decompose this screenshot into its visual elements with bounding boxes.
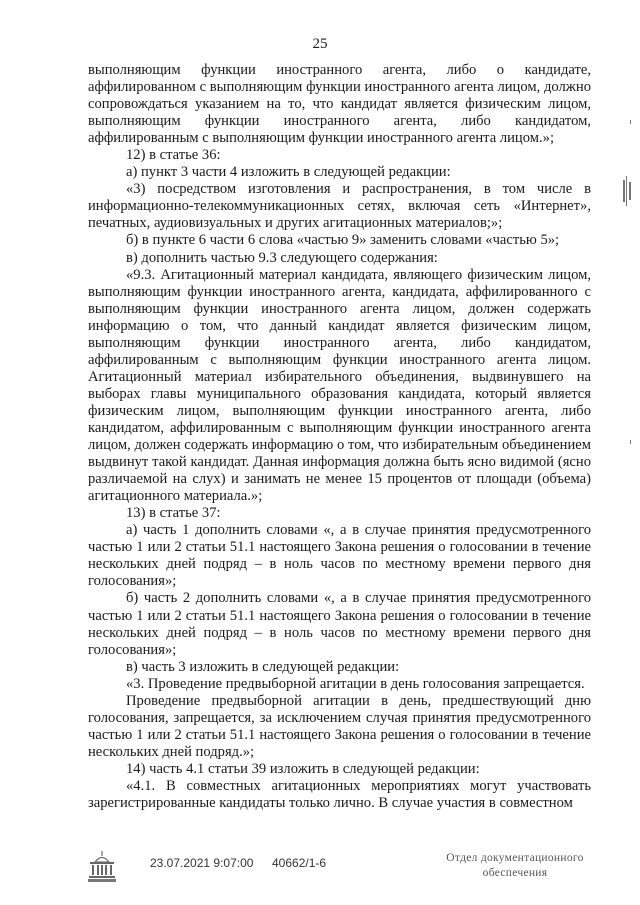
footer-document-code: 40662/1-6: [272, 856, 327, 870]
paragraph: выполняющим функции иностранного агента, либо о кандидате, аффилированном с выполняющим функции иностранного агента лицом, должно сопровождаться указанием на то, что кандидат является физическим лицом, выполняющим функции иностранного агента, либо кандидатом, аффилированным с выполняющим функции иностранного агента лицом.»;: [88, 62, 591, 147]
paragraph: «9.3. Агитационный материал кандидата, являющего физическим лицом, выполняющим функции иностранного агента, кандидата, аффилированного с выполняющим функции иностранного агента лицом, должен содержать информацию о том, что данный кандидат является физическим лицом, выполняющим функции иностранного агента, либо кандидатом, аффилированным с выполняющим функции иностранного агента лицом. Агитационный материал избирательного объединения, выдвинувшего на выборах главы муниципального образования кандидата, который является физическим лицом, выполняющим функции иностранного агента, либо кандидатом, аффилированным с выполняющим функции иностранного агента лицом, должен содержать информацию о том, что избирательным объединением выдвинут такой кандидат. Данная информация должна быть ясно видимой (ясно различаемой на слух) и занимать не менее 15 процентов от площади (объема) агитационного материала.»;: [88, 266, 591, 505]
paragraph: «4.1. В совместных агитационных мероприятиях могут участвовать зарегистрированные кандидаты только лично. В случае участия в совместном: [88, 777, 591, 812]
stamp-line-1: Отдел документационного: [446, 852, 584, 864]
stamp-line-2: обеспечения: [482, 867, 548, 879]
paragraph: 12) в статье 36:: [126, 147, 221, 164]
paragraph: 14) часть 4.1 статьи 39 изложить в следующей редакции:: [126, 760, 480, 777]
paragraph: а) пункт 3 части 4 изложить в следующей редакции:: [126, 164, 451, 181]
paragraph: б) в пункте 6 части 6 слова «частью 9» заменить словами «частью 5»;: [126, 232, 560, 249]
scan-edge-mark: [629, 182, 631, 200]
paragraph: 13) в статье 37:: [126, 505, 221, 522]
paragraph: «3. Проведение предвыборной агитации в день голосования запрещается.: [126, 675, 585, 692]
scan-edge-mark: [623, 180, 625, 202]
paragraph: «3) посредством изготовления и распространения, в том числе в информационно-телекоммуникационных сетях, включая сеть «Интернет», печатных, аудиовизуальных и других агитационных материалов;»;: [88, 181, 591, 232]
paragraph: а) часть 1 дополнить словами «, а в случае принятия предусмотренного частью 1 или 2 статьи 51.1 настоящего Закона решения о голосовании в течение нескольких дней подряд – в ноль часов по местному времени первого дня голосования»;: [88, 522, 591, 590]
duma-building-emblem-icon: [86, 850, 118, 884]
footer-timestamp: 23.07.2021 9:07:00: [150, 856, 254, 870]
page-number: 25: [312, 36, 328, 52]
scan-edge-mark: [630, 440, 631, 444]
paragraph: в) часть 3 изложить в следующей редакции:: [126, 658, 400, 675]
paragraph: б) часть 2 дополнить словами «, а в случае принятия предусмотренного частью 1 или 2 статьи 51.1 настоящего Закона решения о голосовании в течение нескольких дней подряд – в ноль часов по местному времени первого дня голосования»;: [88, 590, 591, 658]
department-stamp: [440, 851, 590, 881]
scan-edge-mark: [626, 176, 627, 206]
scan-edge-mark: [630, 120, 631, 124]
paragraph: в) дополнить частью 9.3 следующего содержания:: [126, 249, 438, 266]
paragraph: Проведение предвыборной агитации в день, предшествующий дню голосования, запрещается, за исключением случая принятия предусмотренного частью 1 или 2 статьи 51.1 настоящего Закона решения о голосовании в течение нескольких дней подряд.»;: [88, 692, 591, 760]
document-body: [88, 62, 591, 812]
